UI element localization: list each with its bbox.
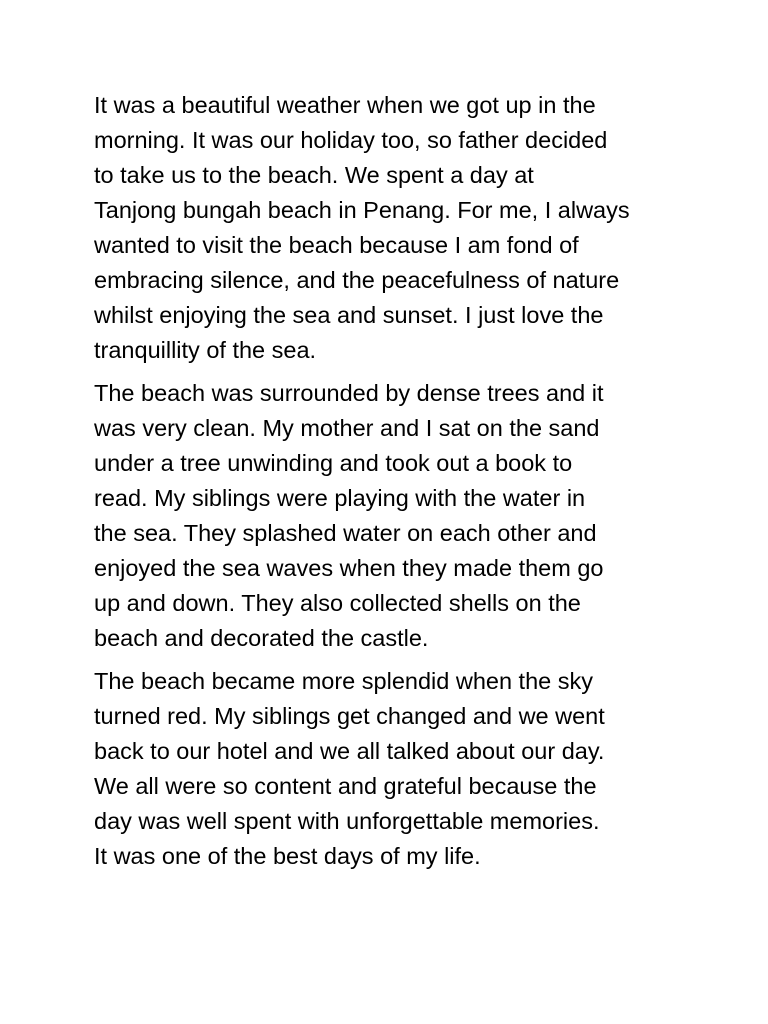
text-line: The beach became more splendid when the sky [94, 668, 594, 694]
paragraph-3 [94, 664, 714, 874]
text-line: under a tree unwinding and took out a book to [94, 450, 573, 476]
text-line: was very clean. My mother and I sat on the sand [94, 415, 600, 441]
document-body [94, 88, 714, 882]
text-line: The beach was surrounded by dense trees and it [94, 380, 604, 406]
text-line: turned red. My siblings get changed and we went [94, 703, 605, 729]
text-line: day was well spent with unforgettable memories. [94, 808, 600, 834]
text-line: wanted to visit the beach because I am fond of [94, 232, 579, 258]
text-line: read. My siblings were playing with the water in [94, 485, 586, 511]
text-line: back to our hotel and we all talked about our day. [94, 738, 605, 764]
text-line: It was one of the best days of my life. [94, 843, 481, 869]
text-line: beach and decorated the castle. [94, 625, 429, 651]
text-line: embracing silence, and the peacefulness of nature [94, 267, 620, 293]
text-line: Tanjong bungah beach in Penang. For me, I always [94, 197, 630, 223]
paragraph-1 [94, 88, 714, 368]
text-line: enjoyed the sea waves when they made them go [94, 555, 604, 581]
text-line: to take us to the beach. We spent a day at [94, 162, 534, 188]
text-line: whilst enjoying the sea and sunset. I just love the [94, 302, 604, 328]
text-line: tranquillity of the sea. [94, 337, 317, 363]
text-line: morning. It was our holiday too, so father decided [94, 127, 608, 153]
text-line: It was a beautiful weather when we got up in the [94, 92, 596, 118]
text-line: We all were so content and grateful because the [94, 773, 597, 799]
text-line: up and down. They also collected shells on the [94, 590, 581, 616]
text-line: the sea. They splashed water on each other and [94, 520, 597, 546]
paragraph-2 [94, 376, 714, 656]
